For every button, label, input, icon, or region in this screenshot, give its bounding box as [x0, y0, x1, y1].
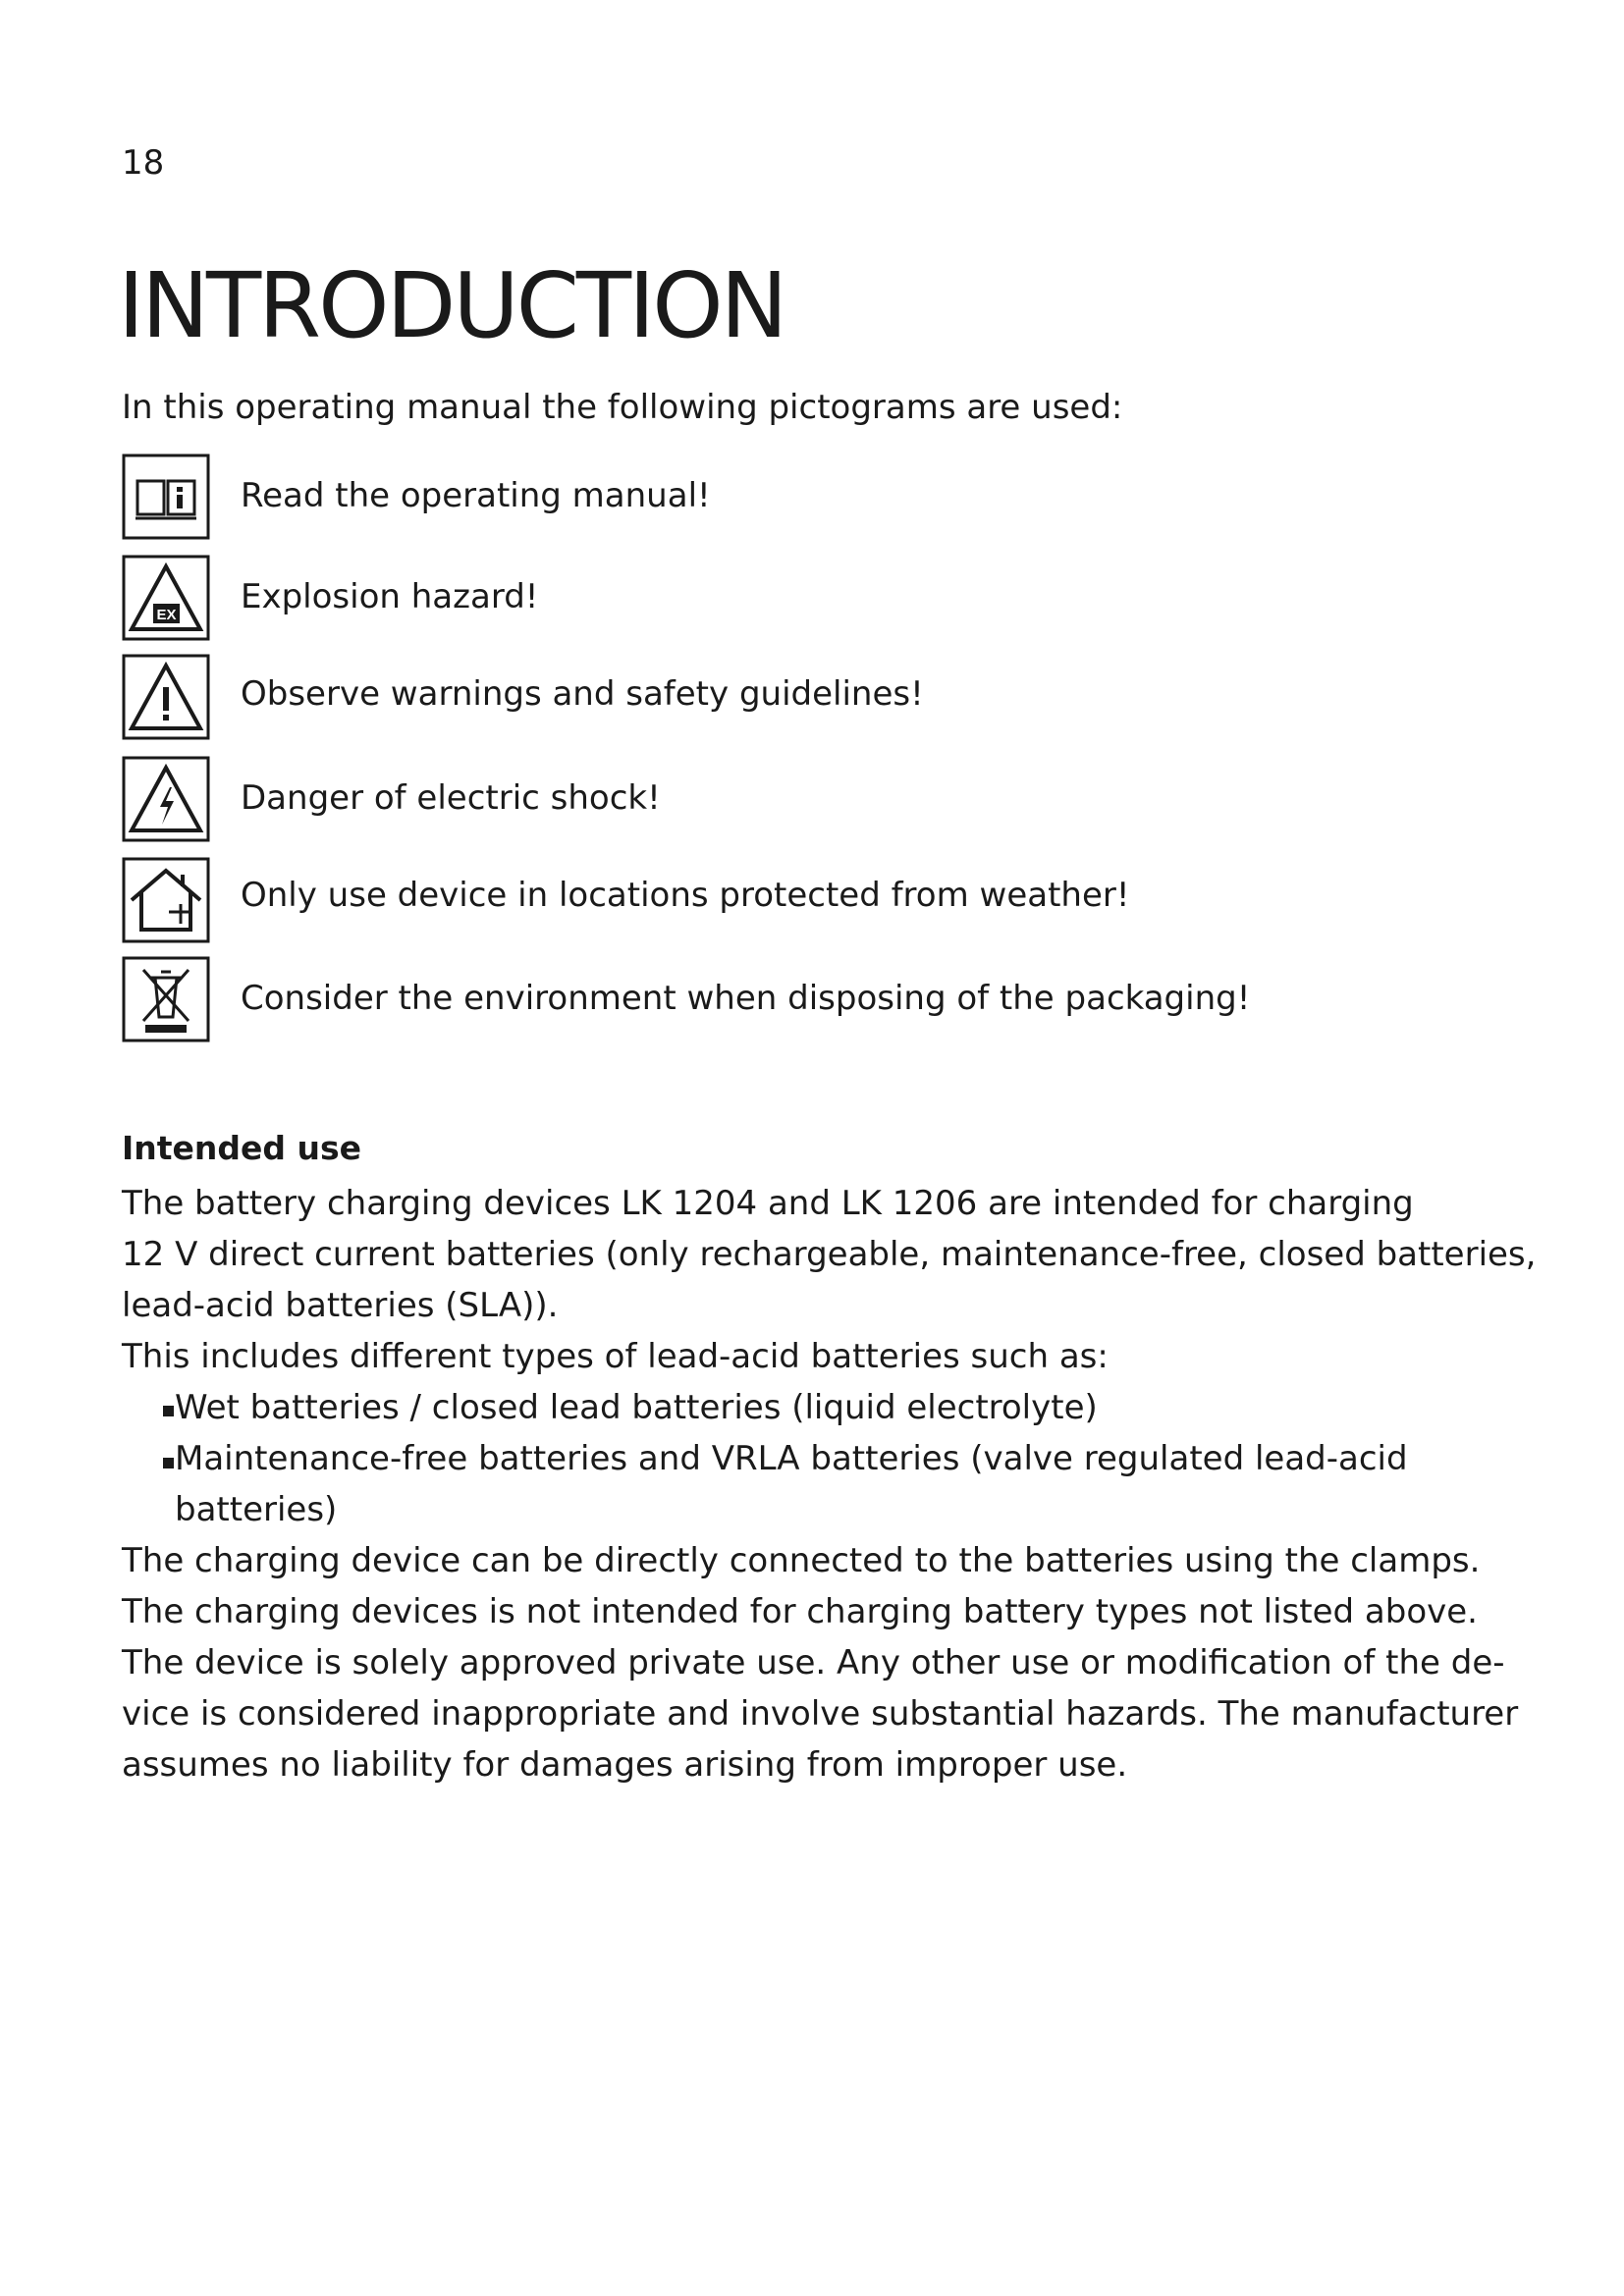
bullet-item: Wet batteries / closed lead batteries (liquid electrolyte): [175, 1388, 1098, 1427]
warning-triangle-icon: [122, 654, 210, 740]
pictogram-label-environment: Consider the environment when disposing of the packaging!: [241, 979, 1251, 1018]
body-line: The battery charging devices LK 1204 and LK 1206 are intended for charging: [122, 1184, 1414, 1223]
bullet-marker: [163, 1458, 174, 1468]
electric-shock-icon: [122, 756, 210, 842]
explosion-hazard-icon: [122, 555, 210, 641]
bullet-marker: [163, 1406, 174, 1416]
body-line: This includes different types of lead-acid batteries such as:: [122, 1337, 1109, 1376]
crossed-bin-icon: [122, 956, 210, 1042]
intro-text: In this operating manual the following pictograms are used:: [122, 388, 1123, 427]
body-line: The device is solely approved private use. Any other use or modification of the de-: [122, 1643, 1505, 1682]
body-line: assumes no liability for damages arising from improper use.: [122, 1745, 1128, 1785]
body-line: The charging device can be directly connected to the batteries using the clamps.: [122, 1541, 1481, 1580]
pictogram-label-explosion: Explosion hazard!: [241, 577, 539, 616]
body-line: lead-acid batteries (SLA)).: [122, 1286, 559, 1325]
weather-protected-icon: [122, 857, 210, 943]
page-number: 18: [122, 143, 165, 183]
body-line: vice is considered inappropriate and involve substantial hazards. The manufacturer: [122, 1694, 1519, 1734]
section-heading-intended-use: Intended use: [122, 1129, 362, 1167]
read-manual-icon: [122, 454, 210, 540]
pictogram-label-read-manual: Read the operating manual!: [241, 476, 711, 515]
body-line: The charging devices is not intended for charging battery types not listed above.: [122, 1592, 1478, 1631]
svg-text:EX: EX: [156, 607, 177, 623]
body-line: 12 V direct current batteries (only rechargeable, maintenance-free, closed batteries,: [122, 1235, 1537, 1274]
pictogram-label-electric-shock: Danger of electric shock!: [241, 778, 661, 818]
bullet-item-continuation: batteries): [175, 1490, 338, 1529]
pictogram-label-warnings: Observe warnings and safety guidelines!: [241, 674, 924, 714]
bullet-item: Maintenance-free batteries and VRLA batteries (valve regulated lead-acid: [175, 1439, 1408, 1478]
pictogram-label-weather: Only use device in locations protected from weather!: [241, 876, 1130, 915]
page-title: INTRODUCTION: [118, 253, 785, 358]
